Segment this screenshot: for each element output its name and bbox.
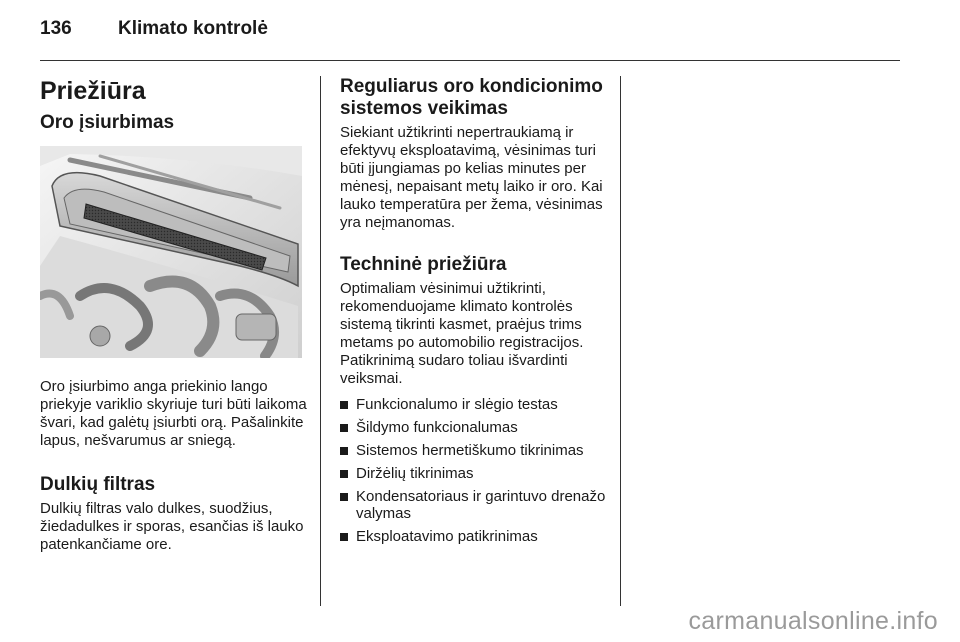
page-number: 136	[40, 18, 72, 39]
list-item: Funkcionalumo ir slėgio testas	[340, 396, 608, 413]
chapter-title: Klimato kontrolė	[118, 18, 268, 39]
square-bullet-icon	[340, 493, 348, 501]
square-bullet-icon	[340, 401, 348, 409]
column-divider-2	[620, 76, 621, 606]
intake-paragraph: Oro įsiurbimo anga priekinio lango priekyje variklio skyriuje turi būti laikoma švari, kad galėtų įsiurbti orą. Pašalinkite lapus, nešvarumus ar sniegą.	[40, 378, 307, 449]
service-paragraph: Optimaliam vėsinimui užtikrinti, rekomenduojame klimato kontrolės sistemą tikrinti kasmet, praėjus trims metams po automobilio registracijos. Patikrinimą sudaro toliau išvardinti veiksmai.	[340, 280, 584, 387]
air-intake-grille-illustration	[40, 146, 302, 358]
subsection-title-air-intake: Oro įsiurbimas	[40, 112, 175, 133]
list-item: Eksploatavimo patikrinimas	[340, 528, 608, 545]
subsection-title-regular-operation: Reguliarus oro kondicionimo sistemos veikimas	[340, 76, 603, 119]
list-item: Šildymo funkcionalumas	[340, 419, 608, 436]
service-checklist	[340, 396, 608, 545]
square-bullet-icon	[340, 447, 348, 455]
list-item: Diržėlių tikrinimas	[340, 465, 608, 482]
square-bullet-icon	[340, 533, 348, 541]
list-item: Sistemos hermetiškumo tikrinimas	[340, 442, 608, 459]
watermark: carmanualsonline.info	[688, 607, 938, 635]
square-bullet-icon	[340, 470, 348, 478]
subsection-title-dust-filter: Dulkių filtras	[40, 474, 156, 495]
right-column	[340, 76, 608, 551]
left-column	[40, 76, 308, 554]
square-bullet-icon	[340, 424, 348, 432]
operation-paragraph: Siekiant užtikrinti nepertraukiamą ir efektyvų eksploatavimą, vėsinimas turi būti įjungiamas po kelias minutes per mėnesį, nepaisant metų laiko ir oro. Kai lauko temperatūra per žema, vėsinimas yra neįmanomas.	[340, 124, 603, 231]
list-item: Kondensatoriaus ir garintuvo drenažo valymas	[340, 488, 608, 522]
subsection-title-service: Techninė priežiūra	[340, 254, 507, 275]
header-divider	[40, 60, 900, 61]
column-divider-1	[320, 76, 321, 606]
filter-paragraph: Dulkių filtras valo dulkes, suodžius, žiedadulkes ir sporas, esančias iš lauko patenkančiame ore.	[40, 500, 304, 553]
section-title: Priežiūra	[40, 77, 146, 105]
